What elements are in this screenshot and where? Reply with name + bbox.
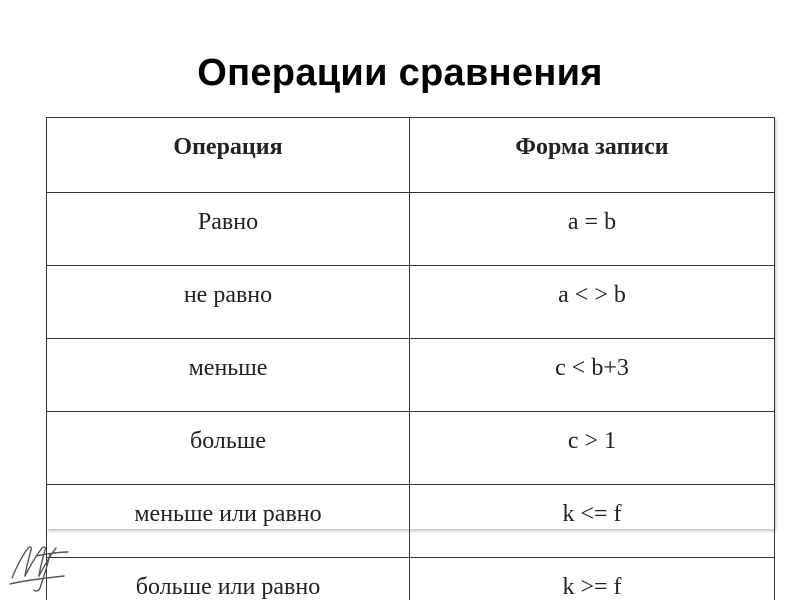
table-row	[47, 339, 775, 412]
header-notation: Форма записи	[410, 118, 775, 193]
table-row	[47, 412, 775, 485]
operation-cell: меньше	[47, 339, 410, 412]
operation-cell: не равно	[47, 266, 410, 339]
page-title: Операции сравнения	[197, 52, 603, 94]
notation-cell: c < b+3	[410, 339, 775, 412]
table-header-row	[47, 118, 775, 193]
table-row	[47, 485, 775, 558]
table-row	[47, 193, 775, 266]
notation-cell: k >= f	[410, 558, 775, 600]
operation-cell: меньше или равно	[47, 485, 410, 558]
monogram-logo-icon	[6, 538, 72, 594]
operation-cell: больше или равно	[47, 558, 410, 600]
table-row	[47, 266, 775, 339]
notation-cell: a = b	[410, 193, 775, 266]
notation-cell: a < > b	[410, 266, 775, 339]
operation-cell: больше	[47, 412, 410, 485]
header-operation: Операция	[47, 118, 410, 193]
notation-cell: k <= f	[410, 485, 775, 558]
notation-cell: c > 1	[410, 412, 775, 485]
table-row	[47, 558, 775, 600]
operation-cell: Равно	[47, 193, 410, 266]
comparison-table	[46, 117, 775, 600]
